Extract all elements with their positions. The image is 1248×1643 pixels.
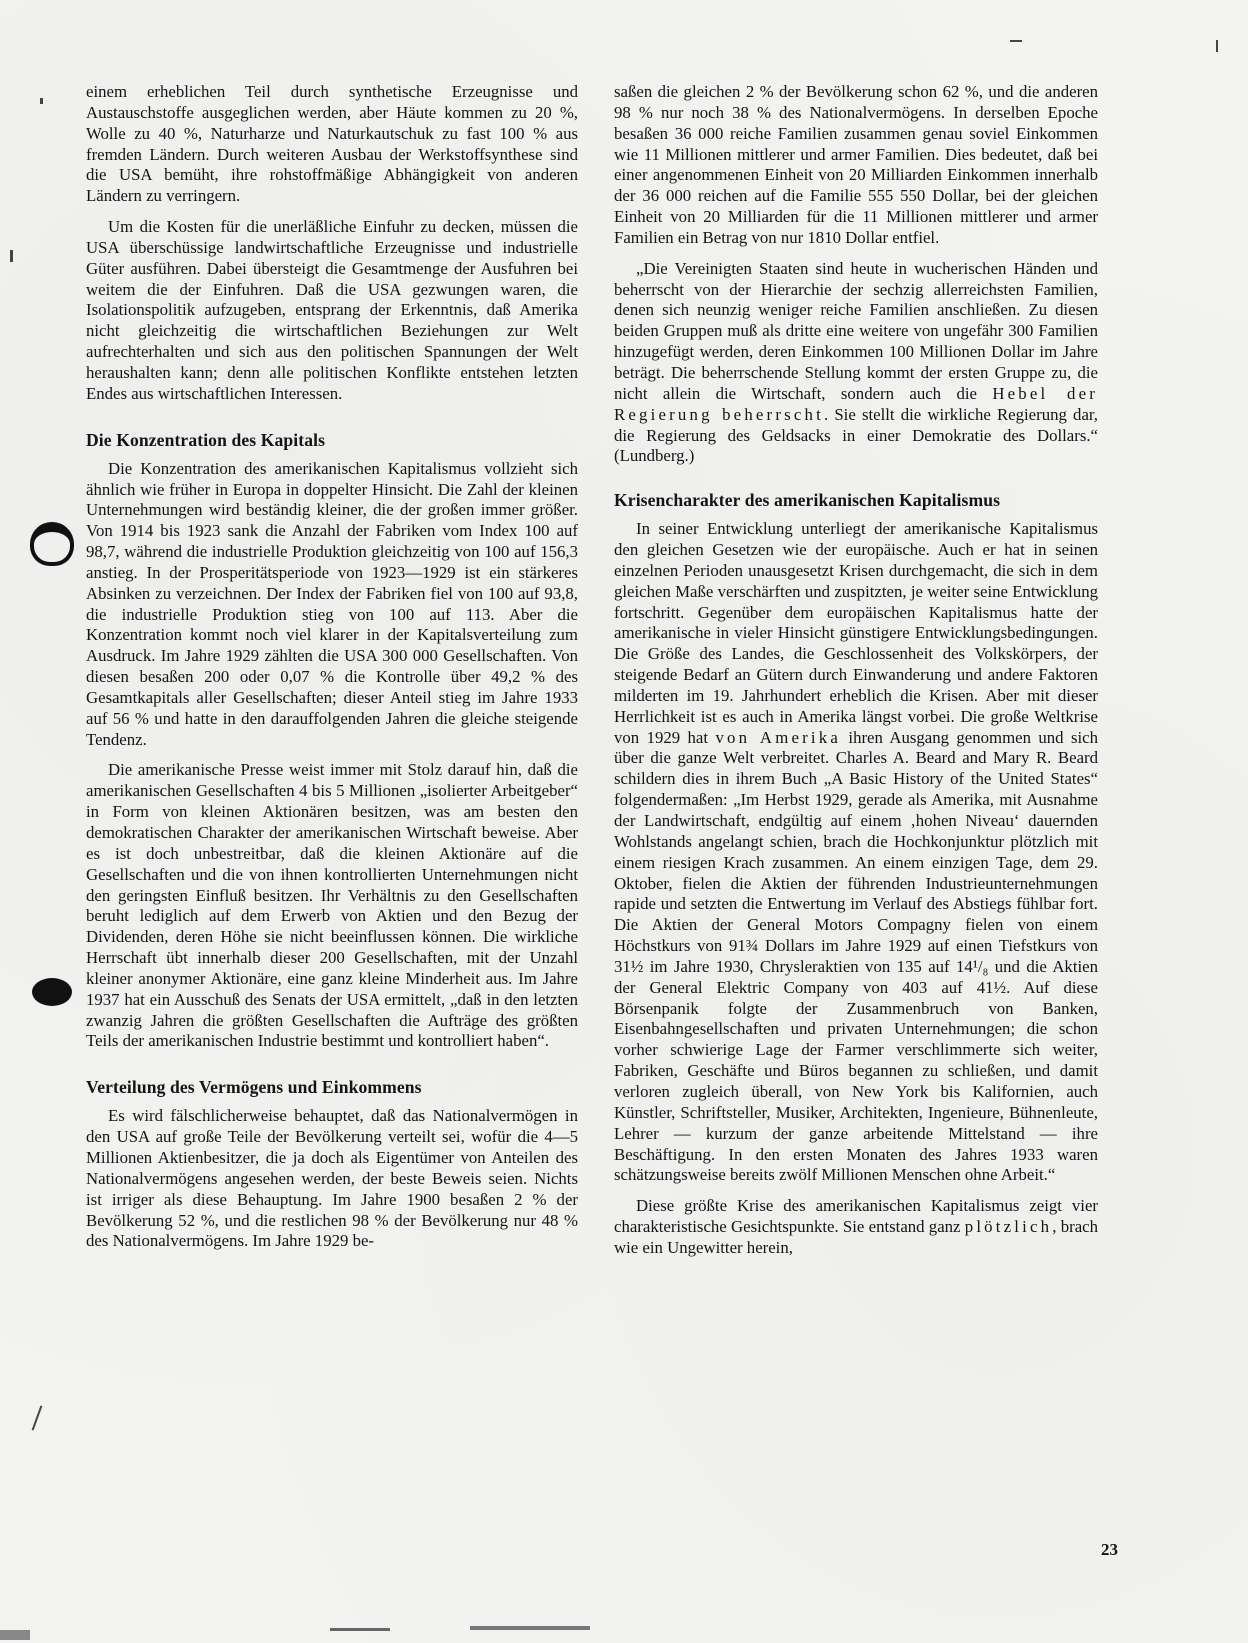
section-heading: Krisencharakter des amerikanischen Kapitalismus — [614, 490, 1001, 511]
quote-paragraph — [614, 259, 1098, 467]
spaced-emphasis: Hebel der Regierung beherrscht — [614, 383, 1099, 424]
scan-speck — [470, 1626, 590, 1630]
scan-speck — [10, 250, 13, 262]
paragraph — [614, 519, 1098, 1186]
section-heading: Die Konzentration des Kapitals — [86, 429, 326, 450]
paragraph: saßen die gleichen 2 % der Bevölkerung schon 62 %, und die anderen 98 % nur noch 38 % des Nationalvermögens. In derselben Epoche besaßen 36 000 reiche Familien zusammen genau soviel Einkommen wie 11 Millionen mittlerer und armer Familien. Dies bedeutet, daß bei einer angenommenen Einheit von 20 Milliarden Einkommen innerhalb der 36 000 reichen auf die Familie 555 550 Dollar, bei der gleichen Einheit von 20 Milliarden für die 11 Millionen mittlerer und armer Familien ein Betrag von nur 1810 Dollar entfiel. — [614, 82, 1098, 247]
quote-text: „Die Vereinigten Staaten sind heute in wucherischen Händen und beherrscht von der Hierarchie der sechzig allerreichsten Familien, denen sich neunzig weniger reiche Familien anschließen. Zu diesen beiden Gruppen muß als dritte eine weitere von ungefähr 300 Familien hinzugefügt werden, deren Einkommen 100 Millionen Dollar im Jahre beträgt. Die beherrschende Stellung kommt der ersten Gruppe zu, die nicht allein die Wirtschaft, sondern auch die — [614, 258, 1098, 403]
quote-text: . Sie stellt die wirkliche Regierung dar, die Regierung des Geldsacks in einer Demokratie des Dollars.“ (Lundberg.) — [614, 404, 1099, 466]
paragraph: Um die Kosten für die unerläßliche Einfuhr zu decken, müssen die USA überschüssige landwirtschaftliche Erzeugnisse und industrielle Güter ausführen. Dabei übersteigt die Gesamtmenge der Ausfuhren bei weitem die der Einfuhren. Daß die USA gezwungen waren, die Isolationspolitik aufzugeben, entsprang der Erkenntnis, daß Amerika nicht gleichzeitig die wirtschaftlichen Beziehungen zur Welt aufrechterhalten und sich aus den politischen Spannungen der Welt heraushalten kann; denn alle politischen Konflikte entstehen letzten Endes aus wirtschaftlichen Interessen. — [86, 217, 578, 403]
paragraph-text: In seiner Entwicklung unterliegt der amerikanische Kapitalismus den gleichen Gesetzen wie der europäische. Auch er hat in seinen einzelnen Perioden unausgesetzt Krisen durchgemacht, die sich in dem gleichen Maße verschärften und zuspitzten, je weiter seine Entwicklung fortschritt. Gegenüber dem europäischen Kapitalismus hatte der amerikanische in vieler Hinsicht günstigere Entwicklungsbedingungen. Die Größe des Landes, die Geschlossenheit des Volkskörpers, der steigende Bedarf an Gütern durch Einwanderung und andere Faktoren milderten im 19. Jahrhundert erheblich die Krisen. Aber mit dieser Herrlichkeit ist es auch in Amerika längst vorbei. Die große Weltkrise von 1929 hat — [614, 519, 1098, 747]
scan-speck — [40, 98, 43, 104]
scan-speck — [0, 1630, 30, 1640]
scan-speck — [1216, 40, 1218, 52]
paragraph: Es wird fälschlicherweise behauptet, daß das Nationalvermögen in den USA auf große Teile der Bevölkerung verteilt sei, wofür die 4—5 Millionen Aktienbesitzer, die ja doch als Eigentümer von Anteilen des Nationalvermögens angesehen werden, der beste Beweis seien. Nichts ist irriger als diese Behauptung. Im Jahre 1900 besaßen 2 % der Bevölkerung 52 %, und die restlichen 98 % der Bevölkerung nur 48 % des Nationalvermögens. Im Jahre 1929 be- — [86, 1106, 578, 1251]
spaced-emphasis: von Amerika — [715, 727, 841, 747]
page-number: 23 — [1101, 1540, 1118, 1559]
scan-speck — [1010, 40, 1022, 42]
scan-speck — [330, 1628, 390, 1631]
punch-hole-mark — [30, 522, 74, 566]
left-text-column — [86, 82, 578, 1252]
right-text-column — [614, 82, 1098, 1259]
paragraph: Die amerikanische Presse weist immer mit Stolz darauf hin, daß die amerikanischen Gesellschaften 4 bis 5 Millionen „isolierter Arbeitgeber“ in Form von kleinen Aktionären besitzen, was am besten den demokratischen Charakter der amerikanischen Wirtschaft beweise. Aber es ist doch unbestreitbar, daß die kleinen Aktionäre auf die Gesellschaften und die von ihnen kontrollierten Unternehmungen nicht den geringsten Einfluß besitzen. Ihr Verhältnis zu den Gesellschaften beruht lediglich auf dem Erwerb von Aktien und den Bezug der Dividenden, deren Höhe sie nicht beeinflussen können. Die wirkliche Herrschaft übt innerhalb dieser 200 Gesellschaften, mit der Unzahl kleiner anonymer Aktionäre, eine ganz kleine Minderheit aus. Im Jahre 1937 hat ein Ausschuß des Senats der USA ermittelt, „daß in den letzten zwanzig Jahren die größten Gesellschaften die Aufträge des größten Teils der amerikanischen Industrie bestimmt und kontrolliert haben“. — [86, 760, 578, 1051]
paragraph: einem erheblichen Teil durch synthetische Erzeugnisse und Austauschstoffe ausgeglichen werden, aber Häute kommen zu 20 %, Wolle zu 40 %, Naturharze und Naturkautschuk zu fast 100 % aus fremden Ländern. Durch weiteren Ausbau der Werkstoffsynthese sind die USA bemüht, ihre rohstoffmäßige Abhängigkeit von anderen Ländern zu verringern. — [86, 82, 578, 206]
paragraph: Die Konzentration des amerikanischen Kapitalismus vollzieht sich ähnlich wie früher in Europa in doppelter Hinsicht. Die Zahl der kleinen Unternehmungen wird beständig kleiner, die der großen immer größer. Von 1914 bis 1923 sank die Anzahl der Fabriken vom Index 100 auf 98,7, während die industrielle Produktion gleichzeitig von 100 auf 156,3 anstieg. In der Prosperitätsperiode von 1923—1929 ist ein stärkeres Absinken zu verzeichnen. Der Index der Fabriken fiel von 100 auf 93,8, die industrielle Produktion stieg von 100 auf 113. Aber die Konzentration kommt noch viel klarer in der Kapitalsverteilung zum Ausdruck. Im Jahre 1929 zählten die USA 300 000 Gesellschaften. Von diesen besaßen 200 oder 0,07 % die Kontrolle über 49,2 % des Gesamtkapitals aller Gesellschaften; dieser Anteil stieg im Jahre 1933 auf 56 % und hatte in den darauffolgenden Jahren die gleiche steigende Tendenz. — [86, 458, 578, 749]
paragraph-text: Diese größte Krise des amerikanischen Kapitalismus zeigt vier charakteristische Gesichtspunkte. Sie entstand ganz — [614, 1196, 1098, 1237]
paragraph-text: , brach wie ein Ungewitter herein, — [614, 1217, 1098, 1257]
spaced-emphasis: plötzlich — [964, 1217, 1053, 1237]
paragraph-text: ihren Ausgang genommen und sich über die ganze Welt verbreitet. Charles A. Beard and Mary R. Beard schildern dies in ihrem Buch „A Basic History of the United States“ folgendermaßen: „Im Herbst 1929, gerade als Amerika, mit Ausnahme der Landwirtschaft, endgültig auf einem ‚hohen Niveau‘ dauernden Wohlstands angelangt schien, brach die Hochkonjunktur plötzlich mit einem riesigen Krach zusammen. An einem einzigen Tage, dem 29. Oktober, fielen die Aktien der führenden Industrieunternehmungen rapide und setzten die Entwertung im Verlauf des Abstiegs fühlbar fort. Die Aktien der General Motors Compagny fielen von einem Höchstkurs von 91¾ Dollars im Jahre 1929 auf einen Tiefstkurs von 31½ im Jahre 1930, Chrysleraktien von 135 auf 14¹/₈ und die Aktien der General Elektric Company von 403 auf 41½. Auf diese Börsenpanik folgte der Zusammenbruch von Banken, Eisenbahngesellschaften und privaten Unternehmungen; die schon vorher schwierige Lage der Farmer verschlimmerte sich weiter, Fabriken, Geschäfte und Büros begannen zu schließen, und damit verloren zugleich überall, von New York bis Kalifornien, auch Künstler, Schriftsteller, Musiker, Architekten, Ingenieure, Bühnenleute, Lehrer — kurzum der ganze arbeitende Mittelstand — ihre Beschäftigung. In den ersten Monaten des Jahres 1933 waren schätzungsweise bereits zwölf Millionen Menschen ohne Arbeit.“ — [614, 727, 1098, 1185]
section-heading: Verteilung des Vermögens und Einkommens — [86, 1077, 422, 1098]
punch-hole-mark — [32, 978, 72, 1006]
paragraph — [614, 1196, 1098, 1259]
